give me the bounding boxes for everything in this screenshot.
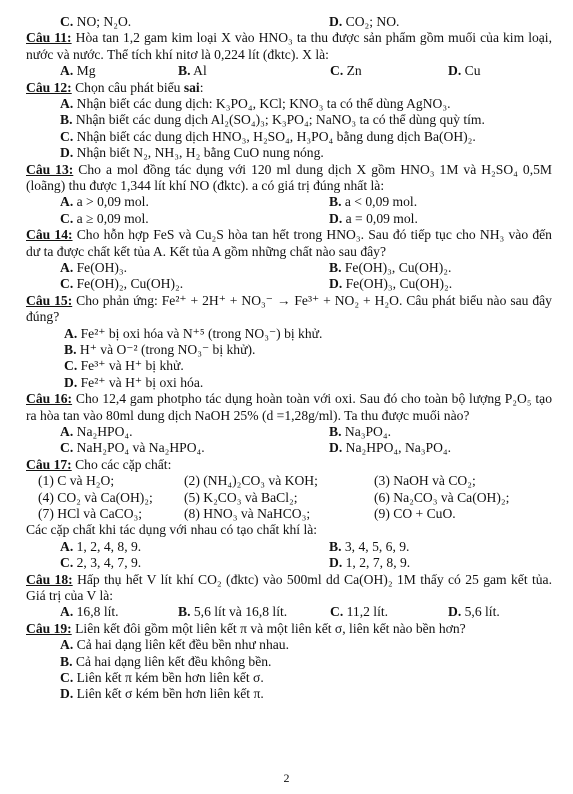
q19-option-b: B. Cả hai dạng liên kết đều không bền.	[60, 653, 272, 669]
q11-option-a: A. Mg	[60, 63, 96, 79]
q16-option-b: B. Na₃PO₄.	[329, 424, 391, 440]
q19-option-d: D. Liên kết σ kém bền hơn liên kết π.	[60, 686, 264, 702]
q14-stem: Câu 14: Cho hỗn hợp FeS và Cu₂S hòa tan hết trong HNO₃. Sau đó tiếp tục cho NH₃ vào đến dư ta được chất kết tủa A. Kết tủa A gồm những chất nào sau đây?	[26, 227, 552, 259]
q17-pair-4: (4) CO₂ và Ca(OH)₂;	[38, 489, 153, 505]
page-content	[26, 14, 552, 703]
q12-option-d: D. Nhận biết N₂, NH₃, H₂ bằng CuO nung nóng.	[60, 145, 324, 161]
q17-pair-5: (5) K₂CO₃ và BaCl₂;	[184, 489, 298, 505]
q12-option-c: C. Nhận biết các dung dịch HNO₃, H₂SO₄, H₃PO₄ bằng dung dịch Ba(OH)₂.	[60, 128, 476, 144]
q17-option-c: C. 2, 3, 4, 7, 9.	[60, 555, 142, 571]
q15-option-c: C. Fe³⁺ và H⁺ bị khử.	[64, 358, 184, 374]
q15-stem: Câu 15: Cho phản ứng: Fe²⁺ + 2H⁺ + NO₃⁻ → Fe³⁺ + NO₂ + H₂O. Câu phát biểu nào sau đây đúng?	[26, 292, 552, 325]
q14-option-a: A. Fe(OH)₃.	[60, 260, 128, 276]
q17-pairs-row-3	[26, 506, 552, 522]
q16-option-d: D. Na₂HPO₄, Na₃PO₄.	[329, 440, 452, 456]
q18-option-d: D. 5,6 lít.	[448, 604, 500, 620]
q17-stem: Câu 17: Cho các cặp chất:	[26, 456, 172, 472]
q18-options-row	[26, 604, 552, 620]
q16-option-a: A. Na₂HPO₄.	[60, 424, 133, 440]
q14-options-row-1	[26, 260, 552, 276]
q10-option-d: D. CO₂; NO.	[329, 14, 400, 29]
q17-pairs-row-2	[26, 490, 552, 506]
q17-pair-6: (6) Na₂CO₃ và Ca(OH)₂;	[374, 489, 510, 505]
page-number: 2	[283, 771, 290, 785]
q17-option-d: D. 1, 2, 7, 8, 9.	[329, 555, 411, 571]
q17-options-row-1	[26, 539, 552, 555]
q10-option-c: C. NO; N₂O.	[60, 14, 132, 29]
q17-pair-2: (2) (NH₄)₂CO₃ và KOH;	[184, 473, 318, 489]
q17-option-b: B. 3, 4, 5, 6, 9.	[329, 538, 410, 554]
q19-option-c: C. Liên kết π kém bền hơn liên kết σ.	[60, 670, 264, 686]
q15-option-b: B. H⁺ và O⁻² (trong NO₃⁻ bị khử).	[64, 342, 256, 358]
q13-stem: Câu 13: Cho a mol đồng tác dụng với 120 ml dung dịch X gồm HNO₃ 1M và H₂SO₄ 0,5M (loãng) thu được 1,344 lít khí NO (đktc). a có giá trị đúng nhất là:	[26, 161, 552, 193]
q12-option-b: B. Nhận biết các dung dịch Al₂(SO₄)₃; K₃PO₄; NaNO₃ ta có thể dùng quỳ tím.	[60, 112, 485, 128]
q17-options-row-2	[26, 555, 552, 571]
q17-pairs-row-1	[26, 473, 552, 489]
q14-options-row-2	[26, 276, 552, 292]
q19-option-a: A. Cả hai dạng liên kết đều bền như nhau.	[60, 637, 289, 653]
q17-pair-7: (7) HCl và CaCO₃;	[38, 506, 143, 522]
q15-option-d: D. Fe²⁺ và H⁺ bị oxi hóa.	[64, 374, 204, 390]
q16-option-c: C. NaH₂PO₄ và Na₂HPO₄.	[60, 440, 205, 456]
q11-stem: Câu 11: Hòa tan 1,2 gam kim loại X vào HNO₃ ta thu được sản phẩm gồm muối của kim loại, nước và nước. Thể tích khí nitơ là 0,224 lít (đktc). X là:	[26, 30, 552, 62]
q17-pair-8: (8) HNO₃ và NaHCO₃;	[184, 506, 311, 522]
q13-options-row-2	[26, 211, 552, 227]
q13-option-b: B. a < 0,09 mol.	[329, 194, 418, 210]
q16-options-row-2	[26, 440, 552, 456]
q11-options-row	[26, 63, 552, 79]
q15-option-a: A. Fe²⁺ bị oxi hóa và N⁺⁵ (trong NO₃⁻) bị khử.	[64, 325, 323, 341]
q13-option-d: D. a = 0,09 mol.	[329, 210, 418, 226]
q12-stem: Câu 12: Chọn câu phát biểu sai:	[26, 79, 204, 95]
q14-option-b: B. Fe(OH)₃, Cu(OH)₂.	[329, 260, 452, 276]
q18-stem: Câu 18: Hấp thụ hết V lít khí CO₂ (đktc) vào 500ml dd Ca(OH)₂ 1M thấy có 25 gam kết tủa. Giá trị của V là:	[26, 571, 552, 604]
q14-option-d: D. Fe(OH)₃, Cu(OH)₂.	[329, 276, 453, 292]
q18-option-b: B. 5,6 lít và 16,8 lít.	[178, 604, 288, 620]
q17-pair-9: (9) CO + CuO.	[374, 506, 456, 522]
q19-stem: Câu 19: Liên kết đôi gồm một liên kết π và một liên kết σ, liên kết nào bền hơn?	[26, 620, 466, 636]
q14-option-c: C. Fe(OH)₂, Cu(OH)₂.	[60, 276, 184, 292]
q16-stem: Câu 16: Cho 12,4 gam photpho tác dụng hoàn toàn với oxi. Sau đó cho toàn bộ lượng P₂O₅ tạo ra hòa tan vào 80ml dung dịch NaOH 25% (d =1,28g/ml). Ta thu được muối nào?	[26, 391, 552, 423]
q17-pair-3: (3) NaOH và CO₂;	[374, 473, 476, 489]
q17-option-a: A. 1, 2, 4, 8, 9.	[60, 538, 142, 554]
q13-option-a: A. a > 0,09 mol.	[60, 194, 149, 210]
q16-options-row-1	[26, 424, 552, 440]
q13-option-c: C. a ≥ 0,09 mol.	[60, 210, 149, 226]
q11-option-d: D. Cu	[448, 63, 481, 79]
q12-option-a: A. Nhận biết các dung dịch: K₃PO₄, KCl; KNO₃ ta có thể dùng AgNO₃.	[60, 96, 451, 112]
q13-options-row-1	[26, 194, 552, 210]
q11-option-b: B. Al	[178, 63, 207, 79]
q11-option-c: C. Zn	[330, 63, 362, 79]
q17-pair-1: (1) C và H₂O;	[38, 473, 115, 489]
q10-options-row	[26, 14, 552, 30]
q18-option-c: C. 11,2 lít.	[330, 604, 389, 620]
q18-option-a: A. 16,8 lít.	[60, 604, 119, 620]
q17-question: Các cặp chất khi tác dụng với nhau có tạo chất khí là:	[26, 522, 318, 538]
